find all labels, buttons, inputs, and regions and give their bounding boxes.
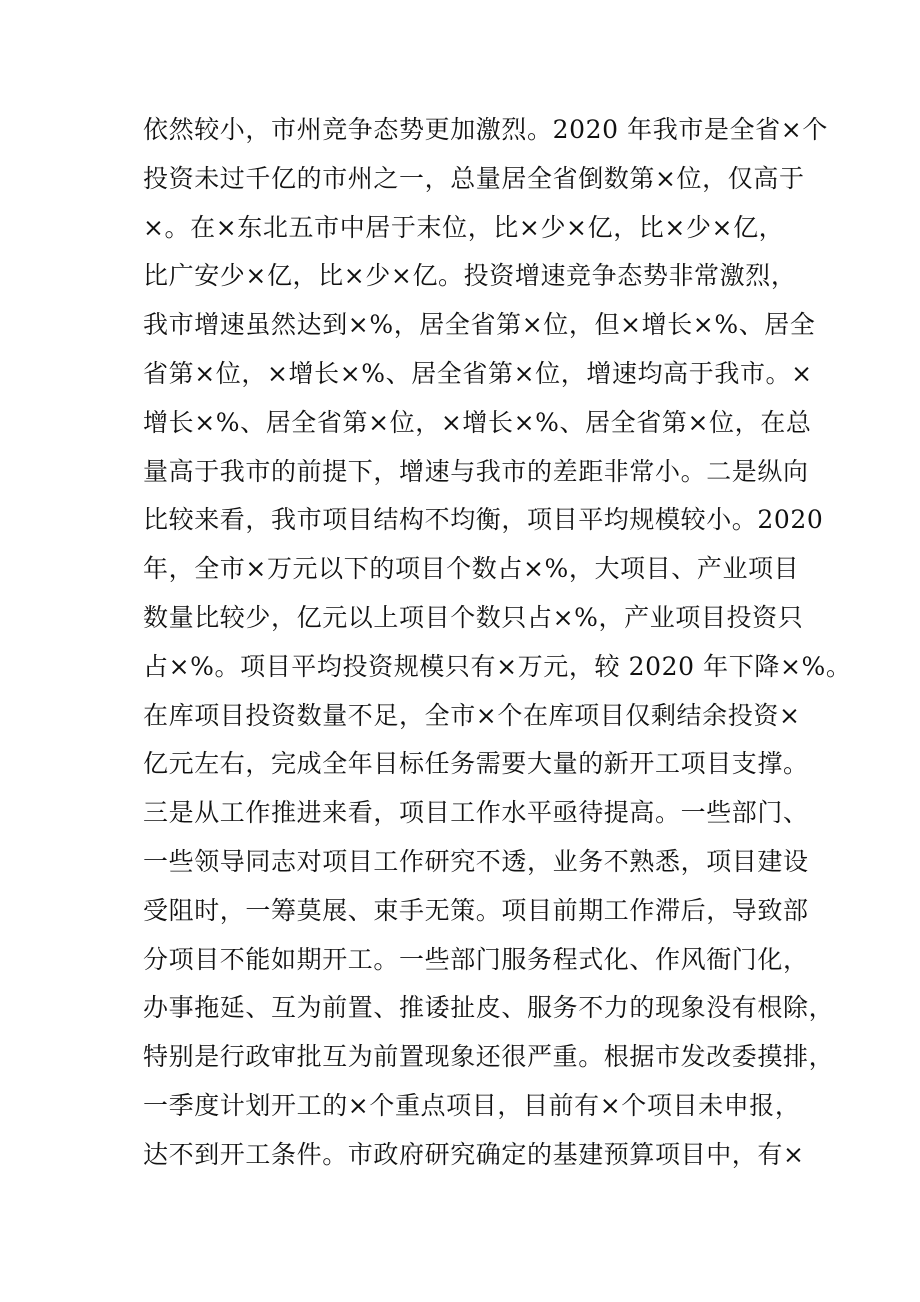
- text-line: 三是从工作推进来看，项目工作水平亟待提高。一些部门、: [143, 798, 809, 828]
- text-line: 年，全市×万元以下的项目个数占×%，大项目、产业项目: [143, 554, 800, 584]
- text-line: 受阻时，一筹莫展、束手无策。项目前期工作滞后，导致部: [143, 895, 809, 925]
- text-line: 依然较小，市州竞争态势更加激烈。2020 年我市是全省×个: [143, 115, 828, 144]
- text-line: 比较来看，我市项目结构不均衡，项目平均规模较小。2020: [143, 505, 824, 535]
- text-line: 投资未过千亿的市州之一，总量居全省倒数第×位，仅高于: [143, 163, 805, 193]
- body-paragraph: [143, 106, 852, 1180]
- text-line: 增长×%、居全省第×位，×增长×%、居全省第×位，在总: [143, 407, 812, 437]
- text-line: 省第×位，×增长×%、居全省第×位，增速均高于我市。×: [143, 358, 813, 388]
- text-line: 量高于我市的前提下，增速与我市的差距非常小。二是纵向: [143, 456, 809, 486]
- text-line: 占×%。项目平均投资规模只有×万元，较 2020 年下降×%。: [143, 651, 852, 681]
- text-line: 一季度计划开工的×个重点项目，目前有×个项目未申报，: [143, 1090, 801, 1120]
- text-line: 我市增速虽然达到×%，居全省第×位，但×增长×%、居全: [143, 310, 816, 340]
- text-line: 在库项目投资数量不足，全市×个在库项目仅剩结余投资×: [143, 700, 801, 730]
- text-line: 一些领导同志对项目工作研究不透，业务不熟悉，项目建设: [143, 846, 809, 876]
- text-line: 达不到开工条件。市政府研究确定的基建预算项目中，有×: [143, 1139, 805, 1169]
- text-line: ×。在×东北五市中居于末位，比×少×亿，比×少×亿，: [143, 212, 785, 242]
- text-line: 数量比较少，亿元以上项目个数只占×%，产业项目投资只: [143, 602, 804, 632]
- text-line: 分项目不能如期开工。一些部门服务程式化、作风衙门化，: [143, 944, 809, 974]
- text-line: 特别是行政审批互为前置现象还很严重。根据市发改委摸排，: [143, 1042, 835, 1072]
- text-line: 亿元左右，完成全年目标任务需要大量的新开工项目支撑。: [143, 749, 809, 779]
- text-line: 办事拖延、互为前置、推诿扯皮、服务不力的现象没有根除，: [143, 993, 835, 1023]
- text-line: 比广安少×亿，比×少×亿。投资增速竞争态势非常激烈，: [143, 261, 797, 291]
